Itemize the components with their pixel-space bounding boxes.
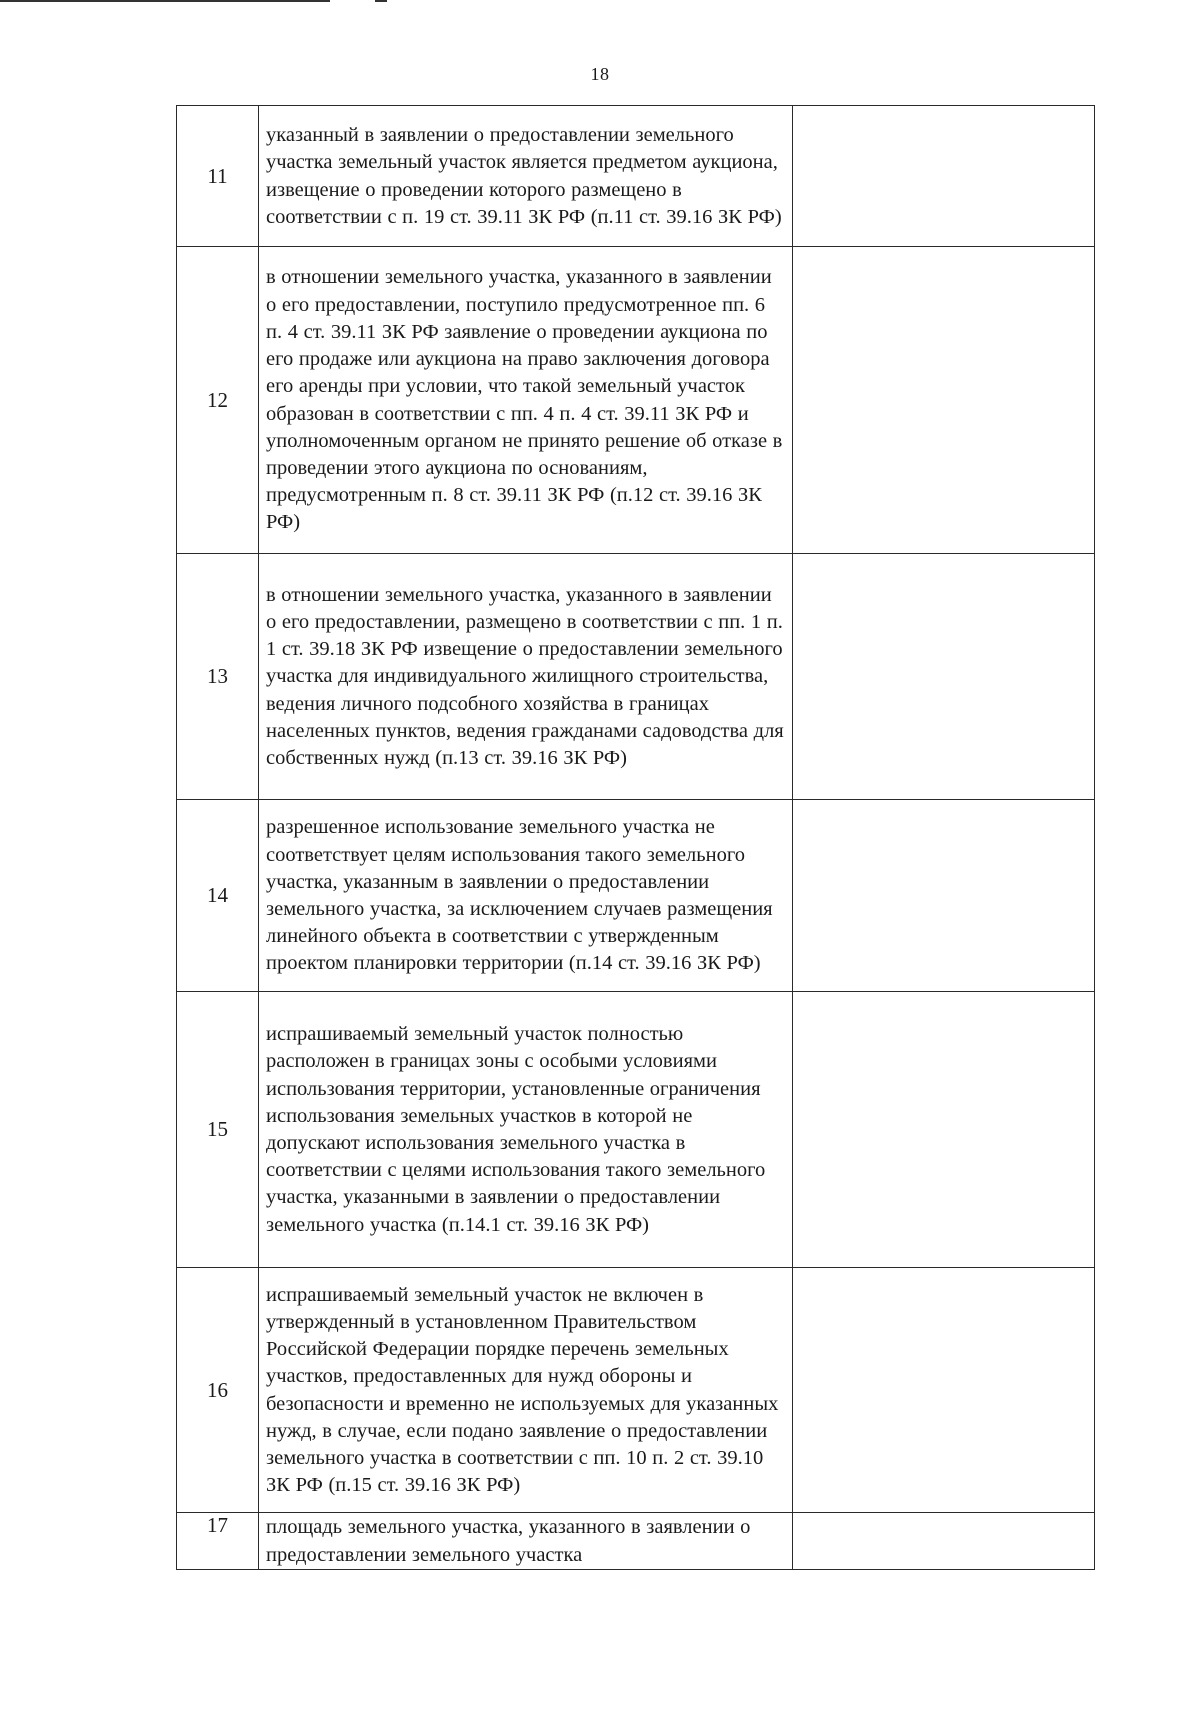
row-number: 14 (177, 800, 259, 992)
row-note (793, 1268, 1095, 1513)
row-text: площадь земельного участка, указанного в заявлении о предоставлении земельного участка (259, 1513, 793, 1570)
row-note (793, 554, 1095, 800)
row-number: 13 (177, 554, 259, 800)
row-number: 11 (177, 106, 259, 247)
row-number: 12 (177, 247, 259, 554)
refusal-grounds-table (176, 105, 1095, 1570)
page-number: 18 (590, 64, 610, 84)
scan-edge-mark (375, 0, 387, 2)
row-number: 17 (177, 1513, 259, 1570)
row-note (793, 992, 1095, 1268)
row-text: разрешенное использование земельного участка не соответствует целям использования такого земельного участка, указанным в заявлении о предоставлении земельного участка, за исключением случаев размещения линейного объекта в соответствии с утвержденным проектом планировки территории (п.14 ст. 39.16 ЗК РФ) (259, 800, 793, 992)
row-text: указанный в заявлении о предоставлении земельного участка земельный участок является предметом аукциона, извещение о проведении которого размещено в соответствии с п. 19 ст. 39.11 ЗК РФ (п.11 ст. 39.16 ЗК РФ) (259, 106, 793, 247)
table-row (177, 247, 1095, 554)
table-row (177, 992, 1095, 1268)
row-text: испрашиваемый земельный участок не включен в утвержденный в установленном Правительством Российской Федерации порядке перечень земельных участков, предоставленных для нужд обороны и безопасности и временно не используемых для указанных нужд, в случае, если подано заявление о предоставлении земельного участка в соответствии с пп. 10 п. 2 ст. 39.10 ЗК РФ (п.15 ст. 39.16 ЗК РФ) (259, 1268, 793, 1513)
table-row (177, 800, 1095, 992)
row-text: в отношении земельного участка, указанного в заявлении о его предоставлении, поступило предусмотренное пп. 6 п. 4 ст. 39.11 ЗК РФ заявление о проведении аукциона по его продаже или аукциона на право заключения договора его аренды при условии, что такой земельный участок образован в соответствии с пп. 4 п. 4 ст. 39.11 ЗК РФ и уполномоченным органом не принято решение об отказе в проведении этого аукциона по основаниям, предусмотренным п. 8 ст. 39.11 ЗК РФ (п.12 ст. 39.16 ЗК РФ) (259, 247, 793, 554)
table-row (177, 554, 1095, 800)
row-note (793, 1513, 1095, 1570)
row-number: 15 (177, 992, 259, 1268)
scan-edge-mark (0, 0, 330, 2)
row-note (793, 800, 1095, 992)
row-number: 16 (177, 1268, 259, 1513)
table-row (177, 106, 1095, 247)
table-row (177, 1268, 1095, 1513)
row-note (793, 247, 1095, 554)
row-text: испрашиваемый земельный участок полностью расположен в границах зоны с особыми условиями использования территории, установленные ограничения использования земельных участков в которой не допускают использования земельного участка в соответствии с целями использования такого земельного участка, указанными в заявлении о предоставлении земельного участка (п.14.1 ст. 39.16 ЗК РФ) (259, 992, 793, 1268)
table-row (177, 1513, 1095, 1570)
row-text: в отношении земельного участка, указанного в заявлении о его предоставлении, размещено в соответствии с пп. 1 п. 1 ст. 39.18 ЗК РФ извещение о предоставлении земельного участка для индивидуального жилищного строительства, ведения личного подсобного хозяйства в границах населенных пунктов, ведения гражданами садоводства для собственных нужд (п.13 ст. 39.16 ЗК РФ) (259, 554, 793, 800)
row-note (793, 106, 1095, 247)
